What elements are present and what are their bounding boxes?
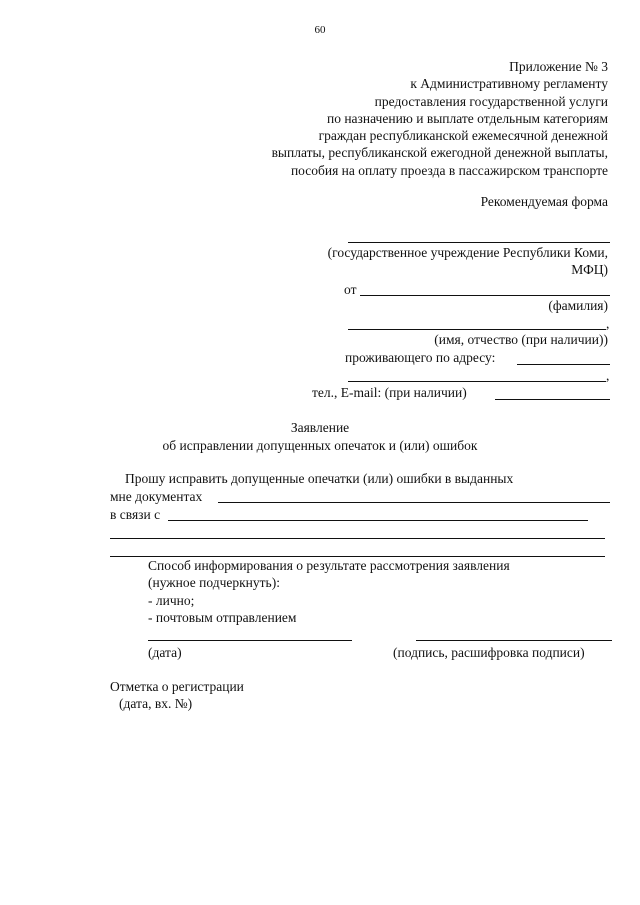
appendix-line: по назначению и выплате отдельным категориям xyxy=(326,110,608,126)
name-blank-line[interactable] xyxy=(348,329,606,330)
registration-details: (дата, вх. №) xyxy=(119,696,193,711)
name-line-comma: , xyxy=(606,316,610,331)
statement-subtitle: об исправлении допущенных опечаток и (или) ошибок xyxy=(162,438,478,453)
signature-blank-line[interactable] xyxy=(416,640,612,641)
notification-line-2: (нужное подчеркнуть): xyxy=(148,575,280,590)
signature-caption: (подпись, расшифровка подписи) xyxy=(393,645,585,660)
notification-line-1: Способ информирования о результате рассмотрения заявления xyxy=(148,558,510,573)
request-line-1: Прошу исправить допущенные опечатки (или) ошибки в выданных xyxy=(125,471,514,486)
appendix-line: предоставления государственной услуги xyxy=(374,93,608,109)
surname-blank-line[interactable] xyxy=(360,295,610,296)
statement-title: Заявление xyxy=(290,420,350,435)
recommended-form-label: Рекомендуемая форма xyxy=(480,194,608,209)
reason-blank-line-3[interactable] xyxy=(110,556,605,557)
page-number: 60 xyxy=(314,24,326,36)
appendix-line: Приложение № 3 xyxy=(509,59,608,74)
date-blank-line[interactable] xyxy=(148,640,352,641)
request-documents-label: мне документах xyxy=(110,489,203,504)
appendix-header xyxy=(168,58,608,179)
address-label: проживающего по адресу: xyxy=(345,350,496,365)
documents-blank-line[interactable] xyxy=(218,502,610,503)
from-label: от xyxy=(344,282,357,297)
address-blank-line-1[interactable] xyxy=(517,364,610,365)
name-caption: (имя, отчество (при наличии)) xyxy=(434,332,608,347)
notification-option-in-person[interactable]: - лично; xyxy=(148,593,195,608)
institution-blank-line[interactable] xyxy=(348,242,610,243)
address-line-comma: , xyxy=(606,368,610,383)
appendix-line: выплаты, республиканской ежегодной денежной выплаты, xyxy=(271,145,608,161)
date-caption: (дата) xyxy=(148,645,182,660)
appendix-line: к Административному регламенту xyxy=(410,76,608,92)
institution-caption-line2: МФЦ) xyxy=(571,262,608,277)
surname-caption: (фамилия) xyxy=(548,298,608,313)
registration-label: Отметка о регистрации xyxy=(110,679,244,694)
reason-blank-line-2[interactable] xyxy=(110,538,605,539)
address-blank-line-2[interactable] xyxy=(348,381,606,382)
institution-caption-line1: (государственное учреждение Республики Коми, xyxy=(327,245,608,260)
phone-label: тел., E-mail: (при наличии) xyxy=(312,385,467,400)
notification-option-mail[interactable]: - почтовым отправлением xyxy=(148,610,297,625)
request-reason-label: в связи с xyxy=(110,507,161,522)
phone-blank-line[interactable] xyxy=(495,399,610,400)
appendix-line: пособия на оплату проезда в пассажирском транспорте xyxy=(290,162,608,178)
appendix-line: граждан республиканской ежемесячной денежной xyxy=(318,128,608,144)
reason-blank-line-1[interactable] xyxy=(168,520,588,521)
